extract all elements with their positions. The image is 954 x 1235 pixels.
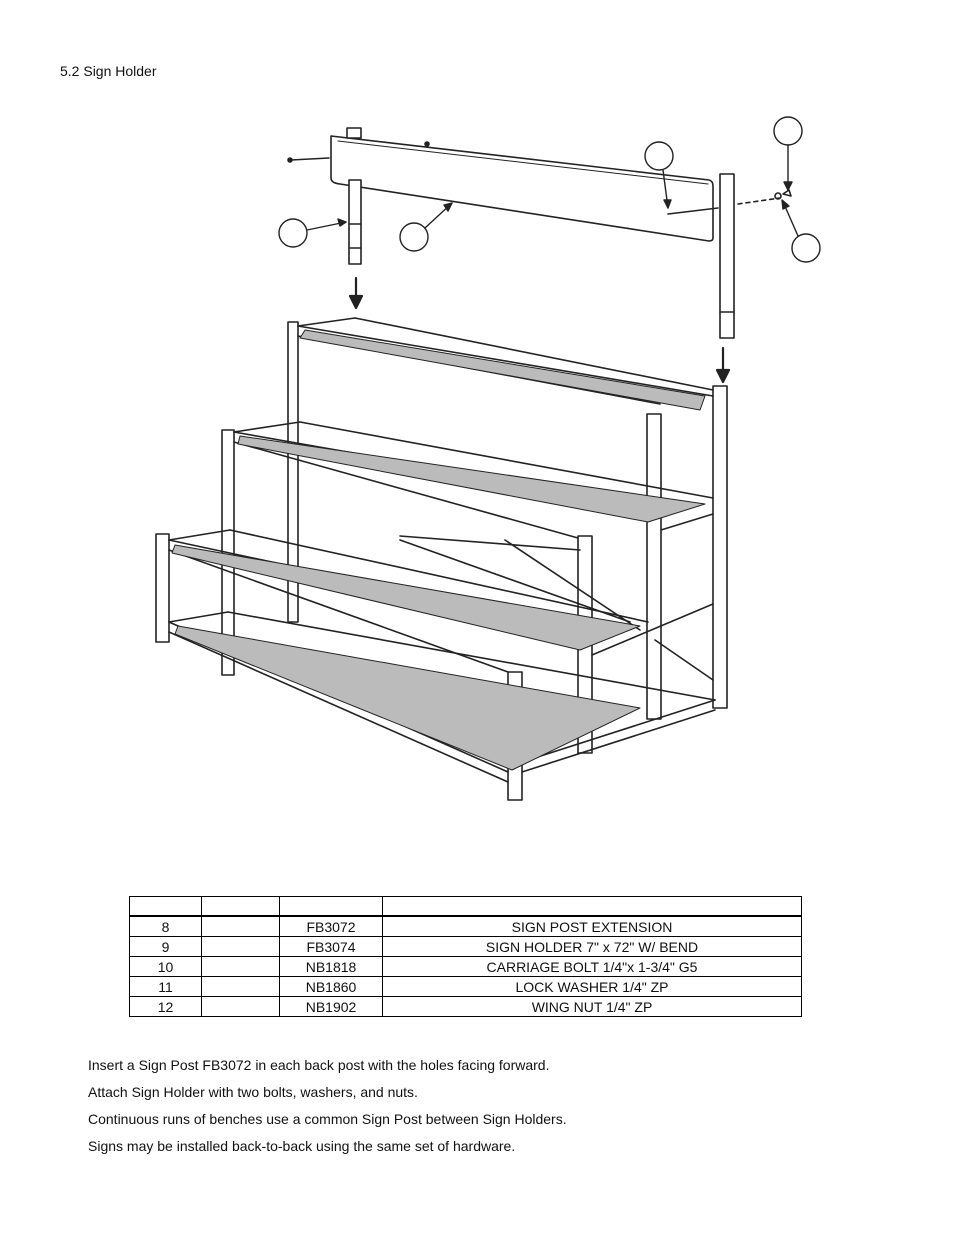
header-cell xyxy=(202,897,280,917)
part-number: FB3074 xyxy=(280,937,383,957)
item-number: 10 xyxy=(130,957,202,977)
instruction-list xyxy=(88,1054,567,1162)
table-row xyxy=(130,937,802,957)
part-description: WING NUT 1/4" ZP xyxy=(383,997,802,1017)
instruction-item: Signs may be installed back-to-back using the same set of hardware. xyxy=(88,1138,516,1154)
qty-cell xyxy=(202,916,280,937)
part-description: CARRIAGE BOLT 1/4"x 1-3/4" G5 xyxy=(383,957,802,977)
right-sign-post xyxy=(668,174,791,338)
part-number: NB1860 xyxy=(280,977,383,997)
qty-cell xyxy=(202,937,280,957)
item-number: 12 xyxy=(130,997,202,1017)
mesh-decks xyxy=(172,330,705,770)
table-row xyxy=(130,957,802,977)
header-cell xyxy=(130,897,202,917)
qty-cell xyxy=(202,997,280,1017)
parts-table xyxy=(129,896,802,1017)
qty-cell xyxy=(202,957,280,977)
left-sign-post xyxy=(288,158,361,264)
part-number: NB1818 xyxy=(280,957,383,977)
part-description: SIGN HOLDER 7" x 72" W/ BEND xyxy=(383,937,802,957)
item-number: 11 xyxy=(130,977,202,997)
instruction-item: Attach Sign Holder with two bolts, washers, and nuts. xyxy=(88,1084,418,1100)
table-row xyxy=(130,916,802,937)
qty-cell xyxy=(202,977,280,997)
header-cell xyxy=(280,897,383,917)
part-number: NB1902 xyxy=(280,997,383,1017)
item-number: 9 xyxy=(130,937,202,957)
part-number: FB3072 xyxy=(280,916,383,937)
header-cell xyxy=(383,897,802,917)
item-number: 8 xyxy=(130,916,202,937)
assembly-diagram xyxy=(150,110,830,830)
part-description: SIGN POST EXTENSION xyxy=(383,916,802,937)
part-description: LOCK WASHER 1/4" ZP xyxy=(383,977,802,997)
table-row xyxy=(130,997,802,1017)
instruction-item: Insert a Sign Post FB3072 in each back post with the holes facing forward. xyxy=(88,1057,550,1073)
instruction-item: Continuous runs of benches use a common Sign Post between Sign Holders. xyxy=(88,1111,567,1127)
parts-table-header-row xyxy=(130,897,802,917)
table-row xyxy=(130,977,802,997)
section-title: 5.2 Sign Holder xyxy=(60,63,157,79)
